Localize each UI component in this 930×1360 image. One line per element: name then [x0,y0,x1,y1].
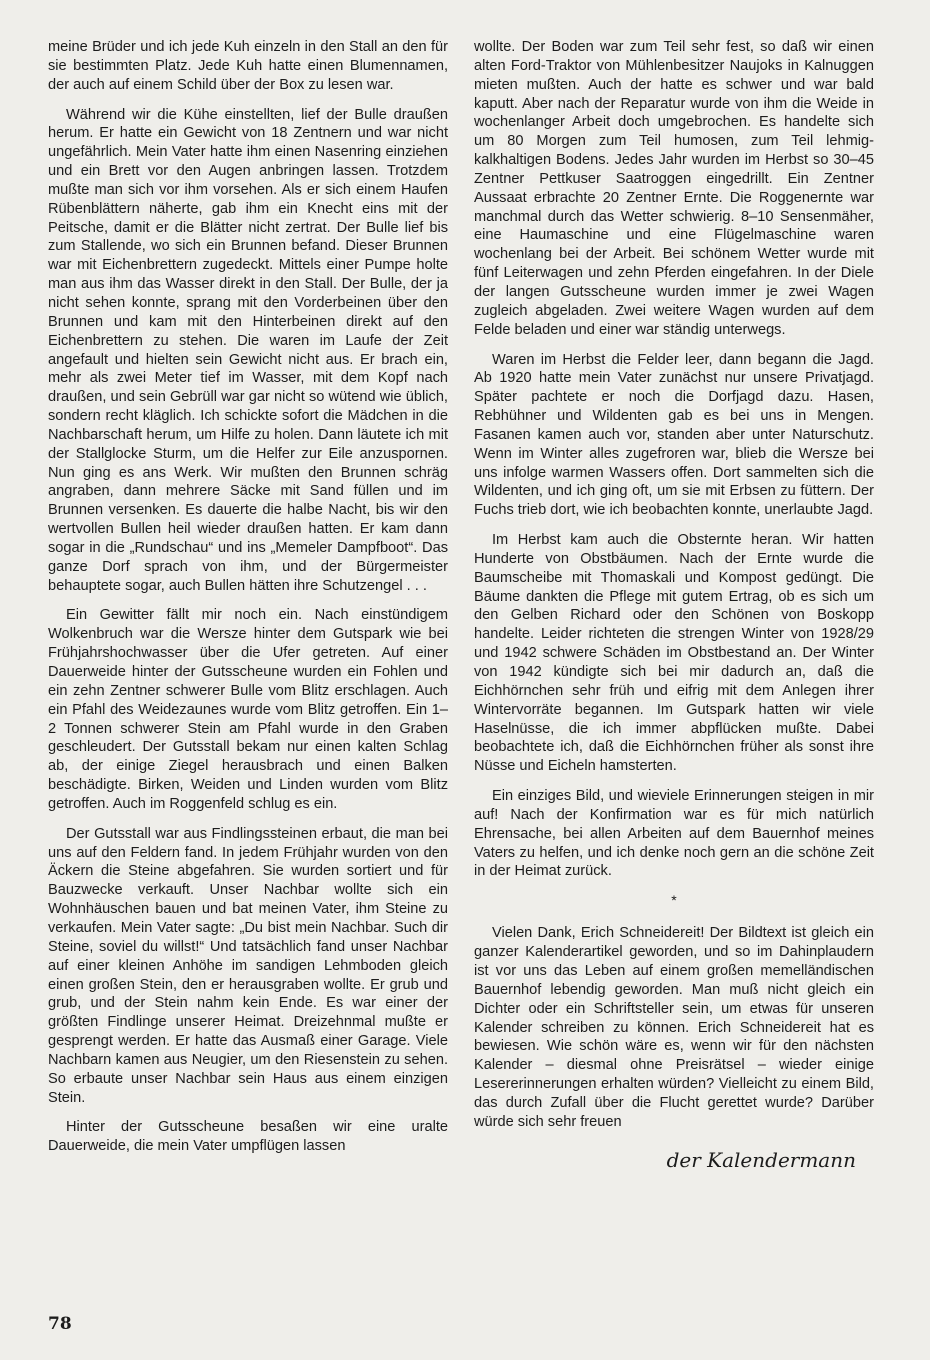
paragraph: Der Gutsstall war aus Findlingssteinen erbaut, die man bei uns auf den Feldern fand. In jedem Frühjahr wurden von den Äckern die Steine abgefahren. Sie wurden sortiert und für Bauzwecke verkauft. Unser Nachbar wollte sich ein Wohnhäuschen bauen und bat meinen Vater, ihm Steine zu verkaufen. Mein Vater sagte: „Du bist mein Nachbar. Such dir Steine, soviel du willst!“ Und tatsächlich fand unser Nachbar auf einer kleinen Anhöhe im sandigen Lehmboden gleich einen großen Stein, den er herausgraben wollte. Er grub und grub, und der Stein nahm kein Ende. Es war einer der größten Findlinge unserer Heimat. Dreizehnmal mußte er gesprengt werden. Er hatte das Ausmaß einer Garage. Viele Nachbarn kamen aus Neugier, um den Riesenstein zu sehen. So erbaute unser Nachbar sein Haus aus einem einzigen Stein. [48,825,448,1106]
paragraph: wollte. Der Boden war zum Teil sehr fest, so daß wir einen alten Ford-Traktor von Mühlenbesitzer Naujoks in Kalnuggen mieten mußten. Auch der hatte es schwer und war bald kaputt. Aber nach der Reparatur wurde von ihm die Weide in wochenlanger Arbeit doch umgebrochen. Es handelte sich um 80 Morgen zum Teil humosen, zum Teil lehmig-kalkhaltigen Bodens. Jedes Jahr wurden im Herbst so 30–45 Zentner Pettkuser Saatroggen eingedrillt. Ein Zentner Aussaat erbrachte 20 Zentner Ernte. Die Roggenernte war manchmal durch das Wetter schwierig. 8–10 Sensenmäher, eine Haumaschine und eine Flügelmaschine waren wochenlang bei der Arbeit. Bei schönem Wetter wurde mit fünf Leiterwagen und zehn Pferden eingefahren. In der Diele der langen Gutsscheune wurden immer je zwei Wagen zugleich abgeladen. Zwei weitere Wagen wurden auf dem Felde beladen und einer war ständig unterwegs. [474,39,874,338]
signature: der Kalendermann [666,1147,856,1172]
paragraph: meine Brüder und ich jede Kuh einzeln in den Stall an den für sie bestimmten Platz. Jede Kuh hatte einen Blumennamen, der auch auf einem Schild über der Box zu lesen war. [48,39,448,93]
paragraph: Hinter der Gutsscheune besaßen wir eine uralte Dauerweide, die mein Vater umpflügen lassen [48,1119,448,1155]
paragraph: Waren im Herbst die Felder leer, dann begann die Jagd. Ab 1920 hatte mein Vater zunächst nur unsere Privatjagd. Später pachtete er noch die Dorfjagd dazu. Hasen, Rebhühner und Wildenten gab es bei uns in Mengen. Fasanen kamen auch vor, standen aber unter Naturschutz. Wenn im Winter alles zugefroren war, blieb die Wersze bei uns infolge warmen Wassers offen. Dort sammelten sich die Wildenten, und ich ging oft, um sie mit Erbsen zu füttern. Der Fuchs trieb dort, wie ich beobachten konnte, unerlaubte Jagd. [474,351,874,519]
left-column [48,38,448,1167]
paragraph: Während wir die Kühe einstellten, lief der Bulle draußen herum. Er hatte ein Gewicht von 18 Zentnern und war nicht ungefährlich. Mein Vater hatte ihm einen Nasenring einziehen und ein Brett vor den Augen anbringen lassen. Trotzdem mußte man sich vor ihm vorsehen. Als er sich einem Haufen Rübenblättern näherte, gab ihm ein Knecht eins mit der Peitsche, damit er die Blätter nicht zertrat. Der Bulle lief bis zum Stallende, wo sich ein Brunnen befand. Dieser Brunnen war mit Eichenbrettern zugedeckt. Mittels einer Pumpe holte man aus ihm das Wasser direkt in den Stall. Der Bulle, der ja nicht sehen konnte, sprang mit den Vorderbeinen über den Brunnen und kam mit den Hinterbeinen direkt auf den Eichenbrettern zu stehen. Die waren im Laufe der Zeit angefault und hielten sein Gewicht nicht aus. Er brach ein, mehr als zwei Meter tief im Wasser, mit dem Kopf nach draußen, und sein Gebrüll war gar nicht so wütend wie üblich, sondern recht kläglich. Ich schickte sofort die Mädchen in die Nachbarschaft herum, um Hilfe zu holen. Dann läutete ich mit der Stallglocke Sturm, um die Helfer zur Eile anzuspornen. Nun ging es ans Werk. Wir mußten den Brunnen schräg angraben, dann mehrere Säcke mit Sand füllen und im Brunnen versenken. Es dauerte die halbe Nacht, bis wir den wertvollen Bullen heil wieder draußen hatten. Er kam dann sogar in die „Rundschau“ und ins „Memeler Dampfboot“. Das ganze Dorf sprach von ihm, und der Bürgermeister behauptete sogar, auch Bullen hätten ihre Schutzengel . . . [48,106,448,594]
editor-note: Vielen Dank, Erich Schneidereit! Der Bildtext ist gleich ein ganzer Kalenderartikel geworden, und so im Dahinplaudern ist vor uns das Leben auf einem großen memelländischen Bauernhof lebendig geworden. Man muß nicht gleich ein Dichter oder ein Schriftsteller sein, um etwas für unseren Kalender schreiben zu können. Erich Schneidereit hat es bewiesen. Wie schön wäre es, wenn wir für den nächsten Kalender – diesmal ohne Preisrätsel – wieder einige Lesererinnerungen erhalten würden? Vielleicht zu einem Bild, das durch Zufall über die Flucht gerettet wurde? Darüber würde sich sehr freuen [474,925,874,1130]
section-separator: * [671,892,677,909]
paragraph: Ein Gewitter fällt mir noch ein. Nach einstündigem Wolkenbruch war die Wersze hinter dem Gutspark wie bei Frühjahrshochwasser über die Ufer getreten. Auf einer Dauerweide hinter der Gutsscheune wurden ein Fohlen und ein zehn Zentner schwerer Bulle vom Blitz erschlagen. Auch ein Pfahl des Weidezaunes wurde vom Blitz getroffen. Ein 1–2 Tonnen schwerer Stein am Pfahl wurde in den Graben geschleudert. Der Gutsstall bekam nur einen kalten Schlag ab, der einige Ziegel herausbrach und einen Balken beschädigte. Birken, Weiden und Linden wurden vom Blitz getroffen. Auch im Roggenfeld schlug es ein. [48,607,448,812]
paragraph: Ein einziges Bild, und wieviele Erinnerungen steigen in mir auf! Nach der Konfirmation war es für mich natürlich Ehrensache, bei allen Arbeiten auf dem Bauernhof meines Vaters zu helfen, und ich denke noch gern an die schöne Zeit in der Heimat zurück. [474,788,874,880]
page-number: 78 [48,1314,72,1334]
right-column [474,38,874,1172]
paragraph: Im Herbst kam auch die Obsternte heran. Wir hatten Hunderte von Obstbäumen. Nach der Ernte wurde die Baumscheibe mit Thomaskali und Kompost gedüngt. Die Bäume dankten die Pflege mit gutem Ertrag, ob es sich um den Gelben Richard oder den Schönen von Boskopp handelte. Leider richteten die strengen Winter von 1928/29 und 1942 schwere Schäden im Obstbestand an. Der Winter von 1942 kündigte sich bei mir dadurch an, daß die Eichhörnchen sehr früh und eifrig mit dem Anlegen ihrer Wintervorräte begannen. Im Gutspark hatten wir viele Haselnüsse, die ich immer abpflücken mußte. Dabei beobachtete ich, daß die Eichhörnchen früher als sonst ihre Nüsse und Eicheln hamsterten. [474,532,874,775]
